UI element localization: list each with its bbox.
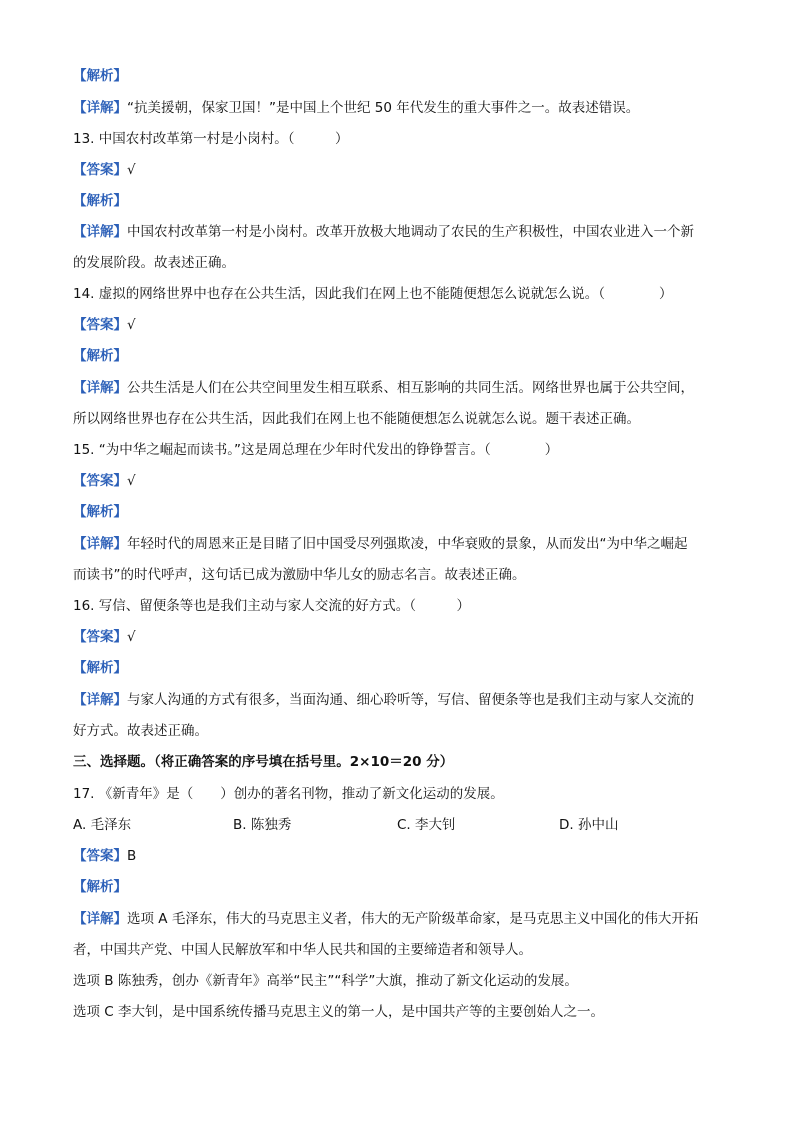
q16-analysis-label xyxy=(73,658,719,678)
answer-value: √ xyxy=(127,473,136,489)
detail-text: 与家人沟通的方式有很多，当面沟通、细心聆听等，写信、留便条等也是我们主动与家人交流的 xyxy=(127,692,694,708)
answer-tag: 【答案】 xyxy=(73,848,127,864)
question-13: 13. 中国农村改革第一村是小岗村。（ ） xyxy=(73,131,349,147)
answer-tag: 【答案】 xyxy=(73,473,127,489)
section-3-heading: 三、选择题。（将正确答案的序号填在括号里。2×10＝20 分） xyxy=(73,754,454,770)
q17-options xyxy=(73,815,719,835)
detail-tag: 【详解】 xyxy=(73,380,127,396)
analysis-tag: 【解析】 xyxy=(73,348,127,364)
q12-detail-line xyxy=(73,98,719,118)
detail-tag: 【详解】 xyxy=(73,692,127,708)
detail-text: 选项 A 毛泽东，伟大的马克思主义者，伟大的无产阶级革命家，是马克思主义中国化的伟大开拓 xyxy=(127,911,699,927)
detail-text: “抗美援朝，保家卫国！”是中国上个世纪 50 年代发生的重大事件之一。故表述错误。 xyxy=(127,100,640,116)
q15-detail-line-2: 而读书”的时代呼声，这句话已成为激励中华儿女的励志名言。故表述正确。 xyxy=(73,567,526,583)
q17-detail-line-1 xyxy=(73,909,719,929)
detail-text: 公共生活是人们在公共空间里发生相互联系、相互影响的共同生活。网络世界也属于公共空间， xyxy=(127,380,694,396)
q17-detail-line-4: 选项 C 李大钊，是中国系统传播马克思主义的第一人，是中国共产等的主要创始人之一。 xyxy=(73,1004,605,1020)
q15-answer-line xyxy=(73,471,719,491)
q14-answer-line xyxy=(73,315,719,335)
detail-tag: 【详解】 xyxy=(73,911,127,927)
option-d: D. 孙中山 xyxy=(559,817,619,833)
answer-tag: 【答案】 xyxy=(73,162,127,178)
q13-analysis-label xyxy=(73,191,719,211)
answer-value: √ xyxy=(127,317,136,333)
q16-detail-line-1 xyxy=(73,690,719,710)
analysis-tag: 【解析】 xyxy=(73,193,127,209)
detail-tag: 【详解】 xyxy=(73,224,127,240)
q17-answer-line xyxy=(73,846,719,866)
answer-value: B xyxy=(127,848,137,864)
option-c: C. 李大钊 xyxy=(397,817,456,833)
q15-analysis-label xyxy=(73,502,719,522)
question-16: 16. 写信、留便条等也是我们主动与家人交流的好方式。（ ） xyxy=(73,598,471,614)
q15-detail-line-1 xyxy=(73,534,719,554)
analysis-label xyxy=(73,66,719,86)
q14-detail-line-1 xyxy=(73,378,719,398)
q14-detail-line-2: 所以网络世界也存在公共生活，因此我们在网上也不能随便想怎么说就怎么说。题干表述正确。 xyxy=(73,411,640,427)
answer-value: √ xyxy=(127,162,136,178)
q16-answer-line xyxy=(73,627,719,647)
q16-detail-line-2: 好方式。故表述正确。 xyxy=(73,723,208,739)
q17-analysis-label xyxy=(73,877,719,897)
question-14: 14. 虚拟的网络世界中也存在公共生活，因此我们在网上也不能随便想怎么说就怎么说。（ ） xyxy=(73,286,673,302)
analysis-tag: 【解析】 xyxy=(73,504,127,520)
question-17: 17. 《新青年》是（ ）创办的著名刊物，推动了新文化运动的发展。 xyxy=(73,786,504,802)
q13-answer-line xyxy=(73,160,719,180)
option-b: B. 陈独秀 xyxy=(233,817,292,833)
q13-detail-line-2: 的发展阶段。故表述正确。 xyxy=(73,255,235,271)
analysis-tag: 【解析】 xyxy=(73,660,127,676)
analysis-tag: 【解析】 xyxy=(73,879,127,895)
detail-tag: 【详解】 xyxy=(73,100,127,116)
detail-tag: 【详解】 xyxy=(73,536,127,552)
q17-detail-line-3: 选项 B 陈独秀，创办《新青年》高举“民主”“科学”大旗，推动了新文化运动的发展。 xyxy=(73,973,578,989)
answer-tag: 【答案】 xyxy=(73,317,127,333)
q17-detail-line-2: 者，中国共产党、中国人民解放军和中华人民共和国的主要缔造者和领导人。 xyxy=(73,942,532,958)
question-15: 15. “为中华之崛起而读书。”这是周总理在少年时代发出的铮铮誓言。（ ） xyxy=(73,442,559,458)
option-a: A. 毛泽东 xyxy=(73,817,132,833)
answer-tag: 【答案】 xyxy=(73,629,127,645)
q14-analysis-label xyxy=(73,346,719,366)
analysis-tag: 【解析】 xyxy=(73,68,127,84)
answer-value: √ xyxy=(127,629,136,645)
detail-text: 年轻时代的周恩来正是目睹了旧中国受尽列强欺凌，中华衰败的景象，从而发出“为中华之崛起 xyxy=(127,536,688,552)
q13-detail-line-1 xyxy=(73,222,719,242)
detail-text: 中国农村改革第一村是小岗村。改革开放极大地调动了农民的生产积极性，中国农业进入一个新 xyxy=(127,224,694,240)
